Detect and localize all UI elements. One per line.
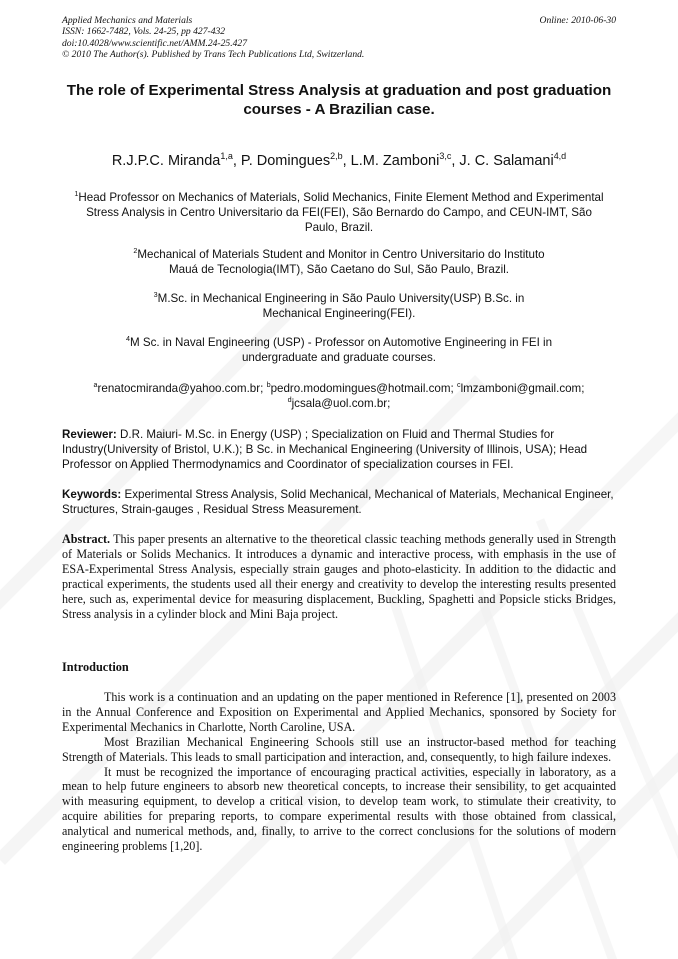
author: R.J.P.C. Miranda$^{1,a}$, (111, 151, 241, 169)
keywords-text: Experimental Stress Analysis, Solid Mechanical, Mechanical of Materials, Mechanical Engineer, Structures, Strain-gauges , Residual Stress Measurement. (62, 488, 614, 516)
online-date: Online: 2010-06-30 (539, 15, 616, 26)
email: $^b$pedro.modomingues@hotmail.com; (266, 380, 457, 395)
reviewer-block (62, 427, 616, 472)
keywords-block (62, 487, 616, 517)
paper-title: The role of Experimental Stress Analysis at graduation and post graduation courses - A Brazilian case. (66, 82, 612, 118)
reviewer-label: Reviewer: (62, 428, 117, 441)
affiliation-2: $^2$Mechanical of Materials Student and Monitor in Centro Universitario do Instituto Mauá de Tecnologia(IMT), São Caetano do Sul, São Paulo, Brazil. (133, 246, 545, 276)
journal-doi: doi:10.4028/www.scientific.net/AMM.24-25.427 (62, 37, 248, 49)
journal-issn: ISSN: 1662-7482, Vols. 24-25, pp 427-432 (62, 26, 226, 38)
reviewer-text: D.R. Maiuri- M.Sc. in Energy (USP) ; Specialization on Fluid and Thermal Studies for Industry(University of Bristol, U.K.); B Sc. in Mechanical Engineering (University of Illinois, USA); Head Professor on Applied Thermodynamics and Coordinator of specialization courses in FEI. (62, 428, 588, 471)
introduction-body (62, 690, 616, 854)
section-heading-introduction: Introduction (62, 660, 129, 674)
affiliation-4: $^4$M Sc. in Naval Engineering (USP) - Professor on Automotive Engineering in FEI in undergraduate and graduate courses. (125, 334, 553, 364)
affiliation-1: $^1$Head Professor on Mechanics of Materials, Solid Mechanics, Finite Element Method and Experimental Stress Analysis in Centro Universitario da FEI(FEI), São Bernardo do Campo, and CEUN-IMT, São Paulo, Brazil. (74, 189, 604, 234)
email: $^d$jcsala@uol.com.br; (287, 395, 391, 410)
abstract-text: This paper presents an alternative to the theoretical classic teaching methods generally used in Strength of Materials or Solids Mechanics. It introduces a dynamic and interactive process, with emphasis in the use of ESA-Experimental Stress Analysis, especially strain gauges and photo-elasticity. In addition to the didactic and practical experiments, the students used all their energy and creativity to develop the interesting results presented here, such as, experimental device for measuring displacement, Buckling, Spaghetti and Popsicle sticks Bridges, Stress analysis in a cylinder block and Mini Baja project. (62, 532, 616, 622)
affiliation-3: $^3$M.Sc. in Mechanical Engineering in São Paulo University(USP) B.Sc. in Mechanical Engineering(FEI). (153, 290, 525, 320)
keywords-label: Keywords: (62, 488, 122, 501)
email: $^a$renatocmiranda@yahoo.com.br; (93, 380, 267, 395)
email: $^c$lmzamboni@gmail.com; (456, 380, 585, 395)
paragraph: It must be recognized the importance of encouraging practical activities, especially in laboratory, as a mean to help future engineers to absorb new theoretical concepts, to increase their sensibility, to get acquainted with measuring equipment, to develop a critical vision, to develop team work, to stimulate their creativity, to acquire abilities for preparing reports, to compare experimental results with those obtained from classical, analytical and numerical methods, and, finally, to arrive to the correct conclusions for the solutions of modern engineering problems [1,20]. (62, 764, 616, 854)
paragraph: Most Brazilian Mechanical Engineering Schools still use an instructor-based method for teaching Strength of Materials. This leads to small participation and interaction, and, consequently, to high failure indexes. (62, 734, 616, 764)
abstract-label: Abstract. (62, 532, 111, 546)
author: L.M. Zamboni$^{3,c}$, (350, 151, 460, 169)
paragraph: This work is a continuation and an updating on the paper mentioned in Reference [1], presented on 2003 in the Annual Conference and Exposition on Experimental and Applied Mechanics, sponsored by Society for Experimental Mechanics in Charlotte, North Caroline, USA. (62, 690, 616, 734)
author: J. C. Salamani$^{4,d}$ (459, 151, 567, 169)
journal-header (62, 15, 482, 61)
abstract-block (62, 532, 616, 623)
author: P. Domingues$^{2,b}$, (240, 151, 351, 169)
journal-copyright: © 2010 The Author(s). Published by Trans Tech Publications Ltd, Switzerland. (62, 49, 365, 61)
author-list (62, 151, 616, 171)
email-list (62, 381, 616, 411)
journal-name: Applied Mechanics and Materials (62, 15, 193, 26)
